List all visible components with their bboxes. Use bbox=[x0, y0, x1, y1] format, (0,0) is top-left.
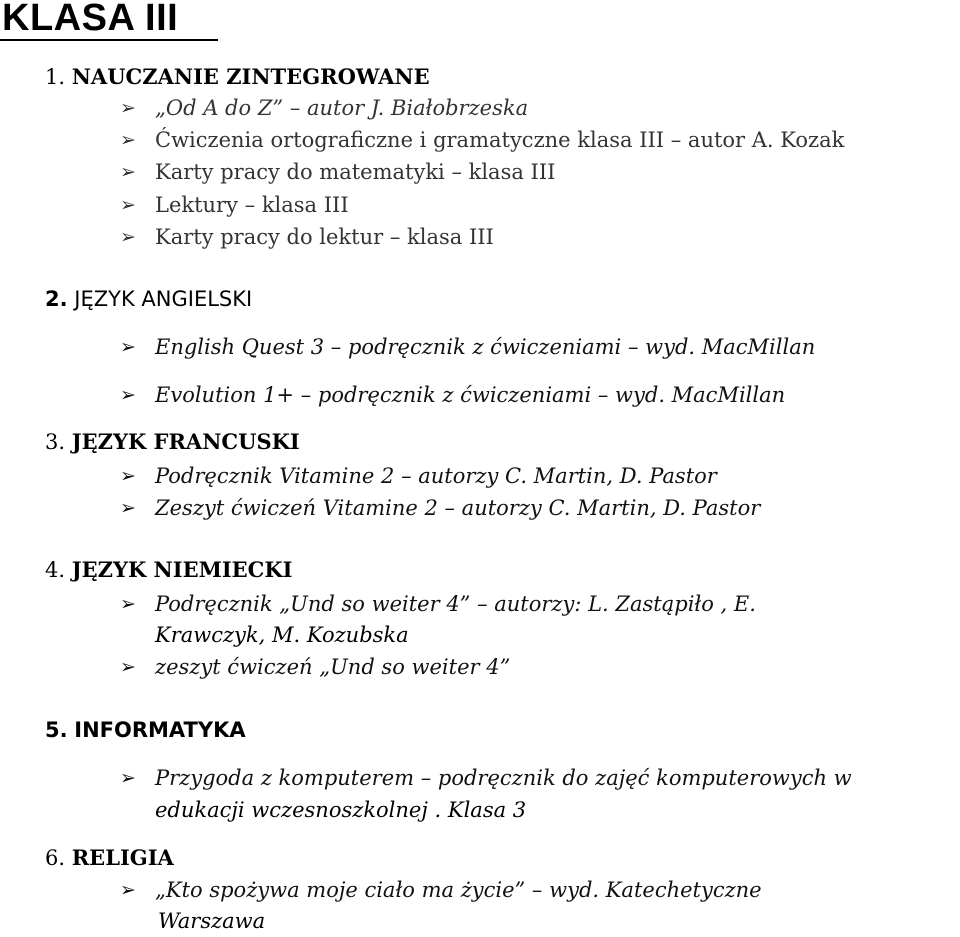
section-title: RELIGIA bbox=[71, 845, 174, 870]
list-item-text: zeszyt ćwiczeń „Und so weiter 4” bbox=[155, 655, 511, 679]
arrow-bullet-icon: ➢ bbox=[120, 497, 136, 519]
arrow-bullet-icon: ➢ bbox=[120, 336, 136, 358]
list-item-continuation: Krawczyk, M. Kozubska bbox=[155, 623, 409, 647]
arrow-bullet-icon: ➢ bbox=[120, 656, 136, 678]
section-title: NAUCZANIE ZINTEGROWANE bbox=[71, 64, 430, 89]
section-number: 6. bbox=[45, 846, 66, 870]
list-item bbox=[120, 588, 756, 620]
list-item bbox=[120, 874, 762, 906]
section-heading-integrated-teaching bbox=[45, 62, 430, 92]
list-item-text: Podręcznik „Und so weiter 4” – autorzy: L. Zastąpiło , E. bbox=[155, 592, 756, 616]
list-item-text: „Kto spożywa moje ciało ma życie” – wyd. Katechetyczne bbox=[155, 878, 762, 902]
list-item bbox=[120, 492, 760, 524]
list-item bbox=[120, 762, 852, 794]
page-title: KLASA III bbox=[2, 0, 179, 39]
list-item-text: Karty pracy do lektur – klasa III bbox=[155, 225, 494, 249]
list-item bbox=[120, 92, 528, 124]
section-number: 3. bbox=[45, 430, 66, 454]
section-title: JĘZYK NIEMIECKI bbox=[71, 557, 293, 582]
list-item-text: Ćwiczenia ortograficzne i gramatyczne klasa III – autor A. Kozak bbox=[155, 128, 845, 152]
list-item bbox=[120, 460, 717, 492]
section-heading-german bbox=[45, 555, 292, 585]
arrow-bullet-icon: ➢ bbox=[120, 879, 136, 901]
list-item bbox=[120, 189, 349, 221]
list-item bbox=[120, 156, 555, 188]
list-item-text: Karty pracy do matematyki – klasa III bbox=[155, 160, 556, 184]
section-number: 5. bbox=[45, 718, 68, 742]
section-title: INFORMATYKA bbox=[74, 718, 246, 742]
arrow-bullet-icon: ➢ bbox=[120, 161, 136, 183]
arrow-bullet-icon: ➢ bbox=[120, 129, 136, 151]
section-title: JĘZYK FRANCUSKI bbox=[71, 429, 300, 454]
page-header bbox=[0, 0, 218, 41]
section-heading-informatics bbox=[45, 715, 246, 745]
arrow-bullet-icon: ➢ bbox=[120, 384, 136, 406]
list-item bbox=[120, 124, 844, 156]
list-item-text: Lektury – klasa III bbox=[155, 193, 349, 217]
list-item bbox=[120, 221, 494, 253]
list-item-text: Podręcznik Vitamine 2 – autorzy C. Martin, D. Pastor bbox=[155, 464, 717, 488]
section-heading-english bbox=[45, 284, 252, 314]
list-item-text: English Quest 3 – podręcznik z ćwiczeniami – wyd. MacMillan bbox=[155, 335, 816, 359]
section-heading-french bbox=[45, 427, 300, 457]
list-item-text: Evolution 1+ – podręcznik z ćwiczeniami – wyd. MacMillan bbox=[155, 383, 786, 407]
arrow-bullet-icon: ➢ bbox=[120, 226, 136, 248]
section-number: 2. bbox=[45, 287, 68, 311]
list-item-continuation: edukacji wczesnoszkolnej . Klasa 3 bbox=[155, 798, 527, 822]
section-number: 1. bbox=[45, 65, 66, 89]
list-item bbox=[120, 379, 785, 411]
list-item-text: Przygoda z komputerem – podręcznik do zajęć komputerowych w bbox=[155, 766, 852, 790]
list-item-text: Zeszyt ćwiczeń Vitamine 2 – autorzy C. Martin, D. Pastor bbox=[155, 496, 761, 520]
list-item-continuation: Warszawa bbox=[158, 909, 266, 933]
section-heading-religion bbox=[45, 843, 174, 873]
arrow-bullet-icon: ➢ bbox=[120, 194, 136, 216]
arrow-bullet-icon: ➢ bbox=[120, 97, 136, 119]
section-title: JĘZYK ANGIELSKI bbox=[74, 287, 253, 311]
list-item bbox=[120, 651, 510, 683]
arrow-bullet-icon: ➢ bbox=[120, 593, 136, 615]
list-item-text: „Od A do Z” – autor J. Białobrzeska bbox=[155, 96, 529, 120]
section-number: 4. bbox=[45, 558, 66, 582]
arrow-bullet-icon: ➢ bbox=[120, 465, 136, 487]
list-item bbox=[120, 331, 815, 363]
arrow-bullet-icon: ➢ bbox=[120, 767, 136, 789]
